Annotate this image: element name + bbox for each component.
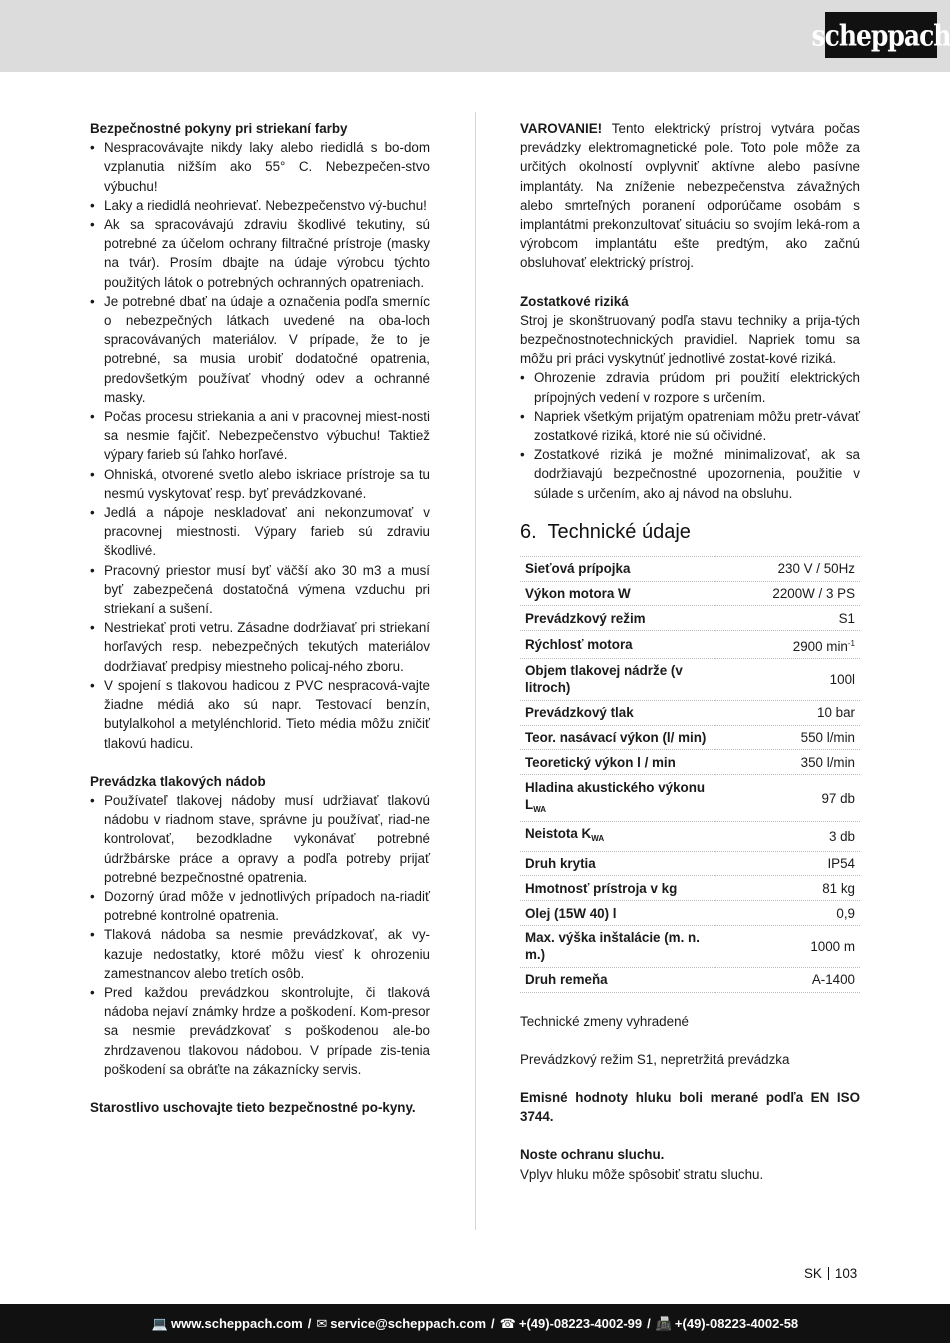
spec-value: A-1400 xyxy=(811,972,855,988)
list-item: • Počas procesu striekania a ani v pracovnej miest-nosti sa nesmie fajčiť. Nebezpečenstvo výbuchu! Taktiež výpary farieb sú ľahko horľavé. xyxy=(90,407,430,465)
residual-risks-heading: Zostatkové riziká xyxy=(520,293,629,309)
footer-phone: +(49)-08223-4002-99 xyxy=(518,1316,643,1331)
spec-row xyxy=(520,926,860,968)
list-item: • Ohrozenie zdravia prúdom pri použití elektrických prípojných vedení v rozpore s určením. xyxy=(520,368,860,406)
list-item: • Nespracovávajte nikdy laky alebo riedidlá s bo-dom vzplanutia nižším ako 55° C. Nebezpečen-stvo výbuchu! xyxy=(90,138,430,196)
spec-label: Hladina akustického výkonu $L_{WA}$ xyxy=(520,775,715,822)
spec-label: Objem tlakovej nádrže (v litroch) xyxy=(520,658,715,700)
right-column xyxy=(520,119,860,1184)
spec-value: IP54 xyxy=(715,851,860,876)
column-divider xyxy=(475,112,476,1230)
spec-value: 2200W / 3 PS xyxy=(715,581,860,606)
spec-label: Druh remeňa xyxy=(525,972,608,988)
left-column xyxy=(90,119,430,1117)
section-number: 6. xyxy=(520,520,537,543)
list-item: • Ak sa spracovávajú zdraviu škodlivé tekutiny, sú potrebné za účelom ochrany filtračné prístroje (masky na tvár). Prosím dbajte na údaje výrobcu týchto použitých látok o potrebných ochranných opatreniach. xyxy=(90,215,430,292)
mail-icon: ✉ xyxy=(316,1315,328,1331)
spec-row xyxy=(520,658,860,700)
tech-specs-table xyxy=(520,556,860,993)
spec-row xyxy=(520,750,860,775)
spec-label: Sieťová prípojka xyxy=(520,556,715,581)
spec-label: Výkon motora W xyxy=(520,581,715,606)
section-heading xyxy=(520,520,860,544)
list-item: • Laky a riedidlá neohrievať. Nebezpečenstvo vý-buchu! xyxy=(90,196,430,215)
computer-icon: 💻 xyxy=(151,1315,169,1331)
spec-value: 81 kg xyxy=(715,876,860,901)
spec-value: 1000 m xyxy=(715,926,860,968)
spec-row xyxy=(520,581,860,606)
list-item: • Tlaková nádoba sa nesmie prevádzkovať, ak vy-kazuje nedostatky, ktoré môžu viesť k ohrozeniu zamestnancov alebo tretích osôb. xyxy=(90,925,430,983)
spec-label: Teor. nasávací výkon (l/ min) xyxy=(520,725,715,750)
operating-mode-note: Prevádzkový režim S1, nepretržitá prevádzka xyxy=(520,1051,790,1067)
list-item: • Je potrebné dbať na údaje a označenia podľa smerníc o nebezpečných látkach uvedené na oba-loch spracovávaných materiálov. V prípade, že to je potrebné, sa musia urobiť dodatočné opatrenia, predovšetkým používať vhodný odev a ochranné masky. xyxy=(90,292,430,407)
pressure-vessel-heading: Prevádzka tlakových nádob xyxy=(90,773,266,789)
spec-value: 550 l/min xyxy=(715,725,860,750)
spec-row xyxy=(520,700,860,725)
spec-value: 0,9 xyxy=(715,901,860,926)
list-item: • Používateľ tlakovej nádoby musí udržiavať tlakovú nádobu v riadnom stave, správne ju používať, riad-ne kontrolovať, bezodkladne vykonávať potrebné údržbárske práce a opravy a podľa potreby prijať potrebné bezpečnostné opatrenia. xyxy=(90,791,430,887)
footer-separator: / xyxy=(307,1316,312,1331)
spec-value: 10 bar xyxy=(715,700,860,725)
spray-safety-heading: Bezpečnostné pokyny pri striekaní farby xyxy=(90,121,348,136)
keep-instructions-note: Starostlivo uschovajte tieto bezpečnostné po-kyny. xyxy=(90,1099,416,1115)
list-item: • Pred každou prevádzkou skontrolujte, či tlaková nádoba nejaví známky hrdze a poškodení. Kom-presor sa nesmie prevádzkovať s poškodenou ale-bo zhrdzavenou tlakovou nádobou. V prípade zis-tenia poškodení sa obráťte na zákaznícky servis. xyxy=(90,983,430,1079)
fax-icon: 📠 xyxy=(655,1315,672,1331)
list-item: • Pracovný priestor musí byť väčší ako 30 m3 a musí byť zabezpečená dostatočná výmena vzduchu pri striekaní a sušení. xyxy=(90,561,430,619)
spray-safety-list xyxy=(90,138,430,753)
warning-label: VAROVANIE! xyxy=(520,121,603,136)
spec-value: 2900 $\min^{-1}$ xyxy=(715,631,860,659)
list-item: • Ohniská, otvorené svetlo alebo iskriace prístroje sa tu nesmú vyskytovať resp. byť prevádzkované. xyxy=(90,465,430,503)
list-item: • Nestriekať proti vetru. Zásadne dodržiavať pri striekaní horľavých resp. nebezpečných tekutých materiálov dodržiavať predpisy miestneho policaj-ného zboru. xyxy=(90,618,430,676)
spec-label: Hmotnosť prístroja v kg xyxy=(520,876,715,901)
spec-value: 230 V / 50Hz xyxy=(715,556,860,581)
hearing-protection-text: Vplyv hluku môže spôsobiť stratu sluchu. xyxy=(520,1166,764,1182)
spec-row xyxy=(520,606,860,631)
spec-row xyxy=(520,876,860,901)
spec-label: Druh krytia xyxy=(520,851,715,876)
page-lang: SK xyxy=(804,1266,822,1281)
spec-label: Prevádzkový režim xyxy=(520,606,715,631)
footer-website[interactable]: www.scheppach.com xyxy=(171,1316,303,1331)
spec-label: Neistota $K_{WA}$ xyxy=(520,821,715,851)
spec-value: 97 db xyxy=(715,775,860,822)
spec-value: 350 l/min xyxy=(715,750,860,775)
list-item: • Zostatkové riziká je možné minimalizovať, ak sa dodržiavajú bezpečnostné upozornenia, použitie v súlade s určením, ako aj návod na obsluhu. xyxy=(520,445,860,503)
spec-row xyxy=(520,851,860,876)
footer-fax: +(49)-08223-4002-58 xyxy=(674,1316,799,1331)
footer-separator: / xyxy=(491,1316,495,1331)
hearing-protection-heading: Noste ochranu sluchu. xyxy=(520,1147,665,1163)
noise-emission-note: Emisné hodnoty hluku boli merané podľa EN ISO 3744. xyxy=(520,1089,860,1125)
footer-email[interactable]: service@scheppach.com xyxy=(330,1316,487,1331)
warning-paragraph xyxy=(520,119,860,273)
spec-row xyxy=(520,556,860,581)
spec-label: Olej (15W 40) l xyxy=(520,901,715,926)
list-item: • V spojení s tlakovou hadicou z PVC nespracová-vajte žiadne médiá ako sú napr. Testovací benzín, butylalkohol a metylénchlorid. Tieto média môžu zničiť tlakovú hadicu. xyxy=(90,676,430,753)
spec-row xyxy=(520,821,860,851)
phone-icon: ☎ xyxy=(499,1315,516,1331)
tech-changes-note: Technické zmeny vyhradené xyxy=(520,1013,689,1029)
footer-bar xyxy=(0,1304,950,1343)
spec-row xyxy=(520,631,860,659)
section-title: Technické údaje xyxy=(547,520,691,543)
spec-value: 100l xyxy=(715,658,860,700)
spec-value: 3 db xyxy=(715,821,860,851)
list-item: • Napriek všetkým prijatým opatreniam môžu pretr-vávať zostatkové riziká, ktoré nie sú očividné. xyxy=(520,407,860,445)
spec-row xyxy=(520,967,860,992)
spec-label: Max. výška inštalácie (m. n. m.) xyxy=(520,926,715,968)
spec-row xyxy=(520,775,860,822)
warning-text: Tento elektrický prístroj vytvára počas prevádzky elektromagnetické pole. Toto pole môže za určitých okolností ovplyvniť aktívne alebo pasívne implantáty. Na zníženie nebezpečenstva závažných alebo smrteľných poranení odporúčame osobám s implantátmi prekonzultovať situáciu so svojím leká-rom a výrobcom implantátu ešte predtým, ako začnú obsluhovať elektrický prístroj. xyxy=(520,121,860,271)
header-bar xyxy=(0,0,950,72)
page-number xyxy=(804,1266,857,1282)
footer-separator: / xyxy=(647,1316,651,1331)
residual-risks-list xyxy=(520,368,860,502)
spec-row xyxy=(520,725,860,750)
residual-risks-intro: Stroj je skonštruovaný podľa stavu techniky a prija-tých bezpečnostnotechnických pravidiel. Napriek tomu sa môžu pri práci vyskytnúť jednotlivé zostat-kové riziká. xyxy=(520,312,860,367)
page-num: 103 xyxy=(834,1266,858,1281)
scheppach-logo: scheppach xyxy=(825,12,937,58)
spec-label: Prevádzkový tlak xyxy=(520,700,715,725)
spec-label: Rýchlosť motora xyxy=(520,631,715,659)
spec-label: Teoretický výkon l / min xyxy=(520,750,715,775)
list-item: • Jedlá a nápoje neskladovať ani nekonzumovať v pracovnej miestnosti. Výpary farieb sú zdraviu škodlivé. xyxy=(90,503,430,561)
spec-value: S1 xyxy=(715,606,860,631)
spec-row xyxy=(520,901,860,926)
list-item: • Dozorný úrad môže v jednotlivých prípadoch na-riadiť potrebné kontrolné opatrenia. xyxy=(90,887,430,925)
pressure-vessel-list xyxy=(90,791,430,1079)
